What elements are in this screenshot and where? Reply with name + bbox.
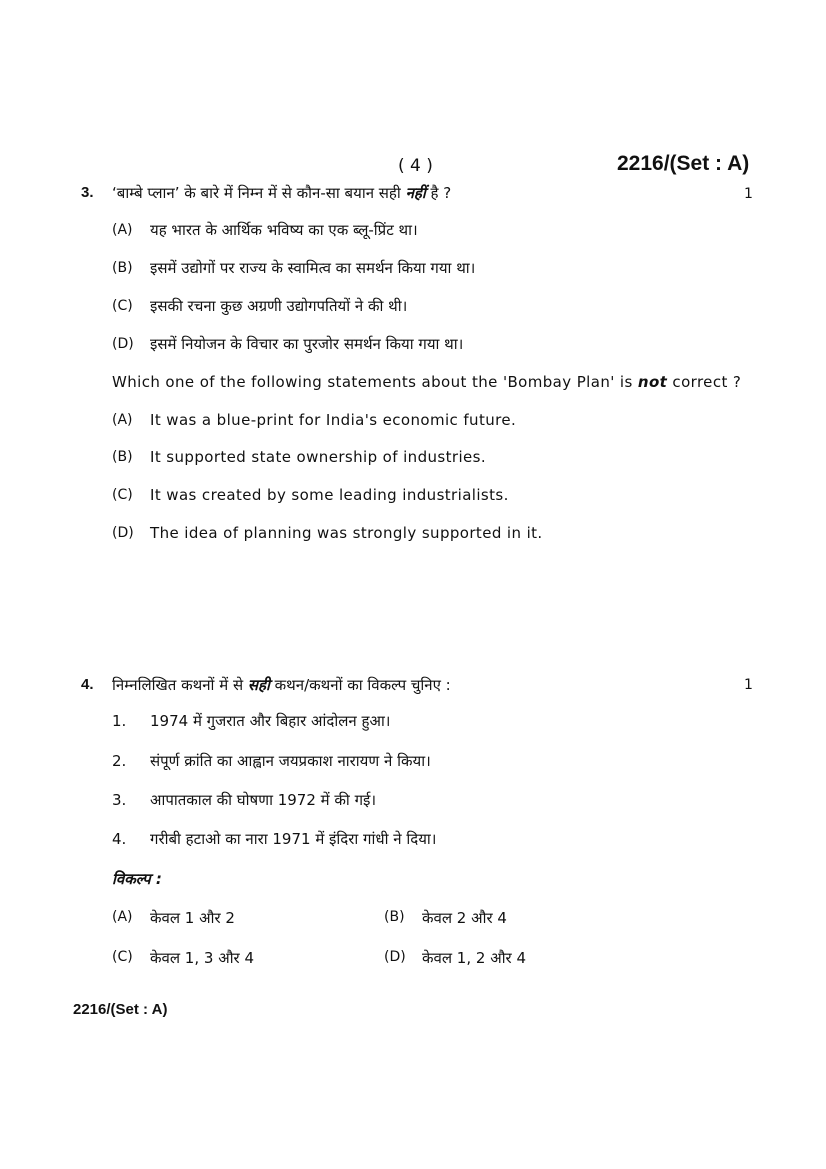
q4-number: 4. bbox=[81, 676, 94, 693]
q3-hi-option-text: इसकी रचना कुछ अग्रणी उद्योगपतियों ने की थी। bbox=[150, 297, 408, 315]
q3-hi-option-text: यह भारत के आर्थिक भविष्य का एक ब्लू-प्रिंट था। bbox=[150, 221, 418, 239]
set-code-header: 2216/(Set : A) bbox=[617, 152, 750, 175]
q3-en-option-text: The idea of planning was strongly supported in it. bbox=[150, 524, 543, 542]
q3-marks: 1 bbox=[744, 186, 753, 202]
q4-option-label: (A) bbox=[112, 909, 133, 925]
q3-hindi-question-pre: ‘बाम्बे प्लान’ के बारे में निम्न में से कौन-सा बयान सही bbox=[112, 184, 401, 202]
q4-question-post: कथन/कथनों का विकल्प चुनिए : bbox=[274, 676, 451, 694]
q4-options-heading: विकल्प : bbox=[112, 870, 162, 888]
q4-statement-label: 3. bbox=[112, 791, 127, 809]
q4-option-label: (C) bbox=[112, 949, 133, 965]
q3-english-question-emph: not bbox=[637, 373, 668, 391]
set-code-footer: 2216/(Set : A) bbox=[73, 1001, 168, 1018]
q3-hindi-question-emph: नहीं bbox=[405, 184, 426, 202]
q3-hi-option-label: (A) bbox=[112, 222, 133, 238]
q3-hindi-question bbox=[112, 183, 451, 203]
q3-en-option-label: (B) bbox=[112, 449, 133, 465]
q4-question-emph: सही bbox=[247, 676, 270, 694]
q4-option-text: केवल 2 और 4 bbox=[422, 909, 507, 927]
q3-hi-option-label: (C) bbox=[112, 298, 133, 314]
q4-question bbox=[112, 675, 451, 695]
q3-en-option-text: It supported state ownership of industries. bbox=[150, 448, 487, 466]
q3-hindi-question-post: है ? bbox=[430, 184, 452, 202]
q4-option-text: केवल 1 और 2 bbox=[150, 909, 235, 927]
q4-option-label: (D) bbox=[384, 949, 406, 965]
q4-marks: 1 bbox=[744, 677, 753, 693]
q4-statement-label: 1. bbox=[112, 712, 127, 730]
q4-statement-text: 1974 में गुजरात और बिहार आंदोलन हुआ। bbox=[150, 712, 391, 730]
q3-hi-option-label: (D) bbox=[112, 336, 134, 352]
q3-en-option-text: It was created by some leading industrialists. bbox=[150, 486, 509, 504]
q4-option-label: (B) bbox=[384, 909, 405, 925]
q4-option-text: केवल 1, 2 और 4 bbox=[422, 949, 526, 967]
q4-statement-label: 4. bbox=[112, 830, 127, 848]
q3-en-option-label: (A) bbox=[112, 412, 133, 428]
q3-en-option-text: It was a blue-print for India's economic future. bbox=[150, 411, 517, 429]
q4-statement-text: गरीबी हटाओ का नारा 1971 में इंदिरा गांधी ने दिया। bbox=[150, 830, 437, 848]
q3-en-option-label: (C) bbox=[112, 487, 133, 503]
q4-question-pre: निम्नलिखित कथनों में से bbox=[112, 676, 244, 694]
page-number: ( 4 ) bbox=[398, 156, 433, 176]
q4-statement-text: संपूर्ण क्रांति का आह्वान जयप्रकाश नारायण ने किया। bbox=[150, 752, 431, 770]
q3-hi-option-text: इसमें उद्योगों पर राज्य के स्वामित्व का समर्थन किया गया था। bbox=[150, 259, 476, 277]
q3-english-question-post: correct ? bbox=[672, 373, 742, 391]
q3-english-question bbox=[112, 373, 741, 391]
q4-statement-label: 2. bbox=[112, 752, 127, 770]
q4-option-text: केवल 1, 3 और 4 bbox=[150, 949, 254, 967]
q4-statement-text: आपातकाल की घोषणा 1972 में की गई। bbox=[150, 791, 377, 809]
q3-english-question-pre: Which one of the following statements about the 'Bombay Plan' is bbox=[112, 373, 633, 391]
q3-hi-option-text: इसमें नियोजन के विचार का पुरजोर समर्थन किया गया था। bbox=[150, 335, 464, 353]
q3-en-option-label: (D) bbox=[112, 525, 134, 541]
q3-hi-option-label: (B) bbox=[112, 260, 133, 276]
q3-number: 3. bbox=[81, 184, 94, 201]
